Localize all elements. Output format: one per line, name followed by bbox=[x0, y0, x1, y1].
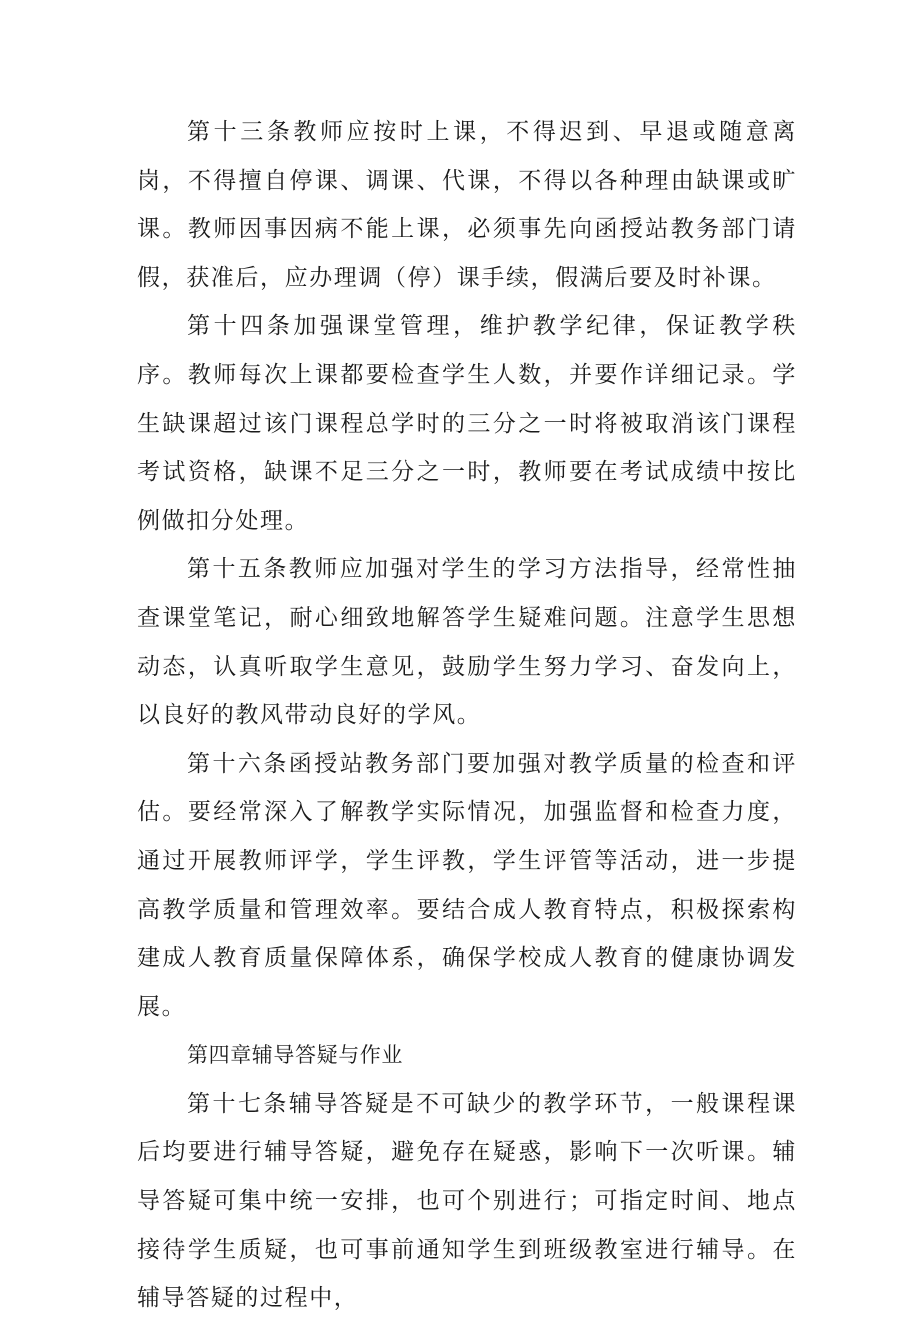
chapter-heading: 第四章辅导答疑与作业 bbox=[187, 1043, 403, 1068]
document-page bbox=[137, 108, 797, 1323]
article-13-paragraph: 第十三条教师应按时上课，不得迟到、早退或随意离岗，不得擅自停课、调课、代课，不得以各种理由缺课或旷课。教师因事因病不能上课，必须事先向函授站教务部门请假，获准后，应办理调（停）课手续，假满后要及时补课。 bbox=[137, 119, 797, 291]
article-17-paragraph: 第十七条辅导答疑是不可缺少的教学环节，一般课程课后均要进行辅导答疑，避免存在疑惑，影响下一次听课。辅导答疑可集中统一安排，也可个别进行；可指定时间、地点接待学生质疑，也可事前通知学生到班级教室进行辅导。在辅导答疑的过程中， bbox=[137, 1090, 797, 1312]
article-15-paragraph: 第十五条教师应加强对学生的学习方法指导，经常性抽查课堂笔记，耐心细致地解答学生疑难问题。注意学生思想动态，认真听取学生意见，鼓励学生努力学习、奋发向上，以良好的教风带动良好的学风。 bbox=[137, 556, 797, 729]
article-14-paragraph: 第十四条加强课堂管理，维护教学纪律，保证教学秩序。教师每次上课都要检查学生人数，并要作详细记录。学生缺课超过该门课程总学时的三分之一时将被取消该门课程考试资格，缺课不足三分之一时，教师要在考试成绩中按比例做扣分处理。 bbox=[137, 313, 797, 534]
article-16-paragraph: 第十六条函授站教务部门要加强对教学质量的检查和评估。要经常深入了解教学实际情况，加强监督和检查力度，通过开展教师评学，学生评教，学生评管等活动，进一步提高教学质量和管理效率。要结合成人教育特点，积极探索构建成人教育质量保障体系，确保学校成人教育的健康协调发展。 bbox=[137, 750, 797, 1020]
